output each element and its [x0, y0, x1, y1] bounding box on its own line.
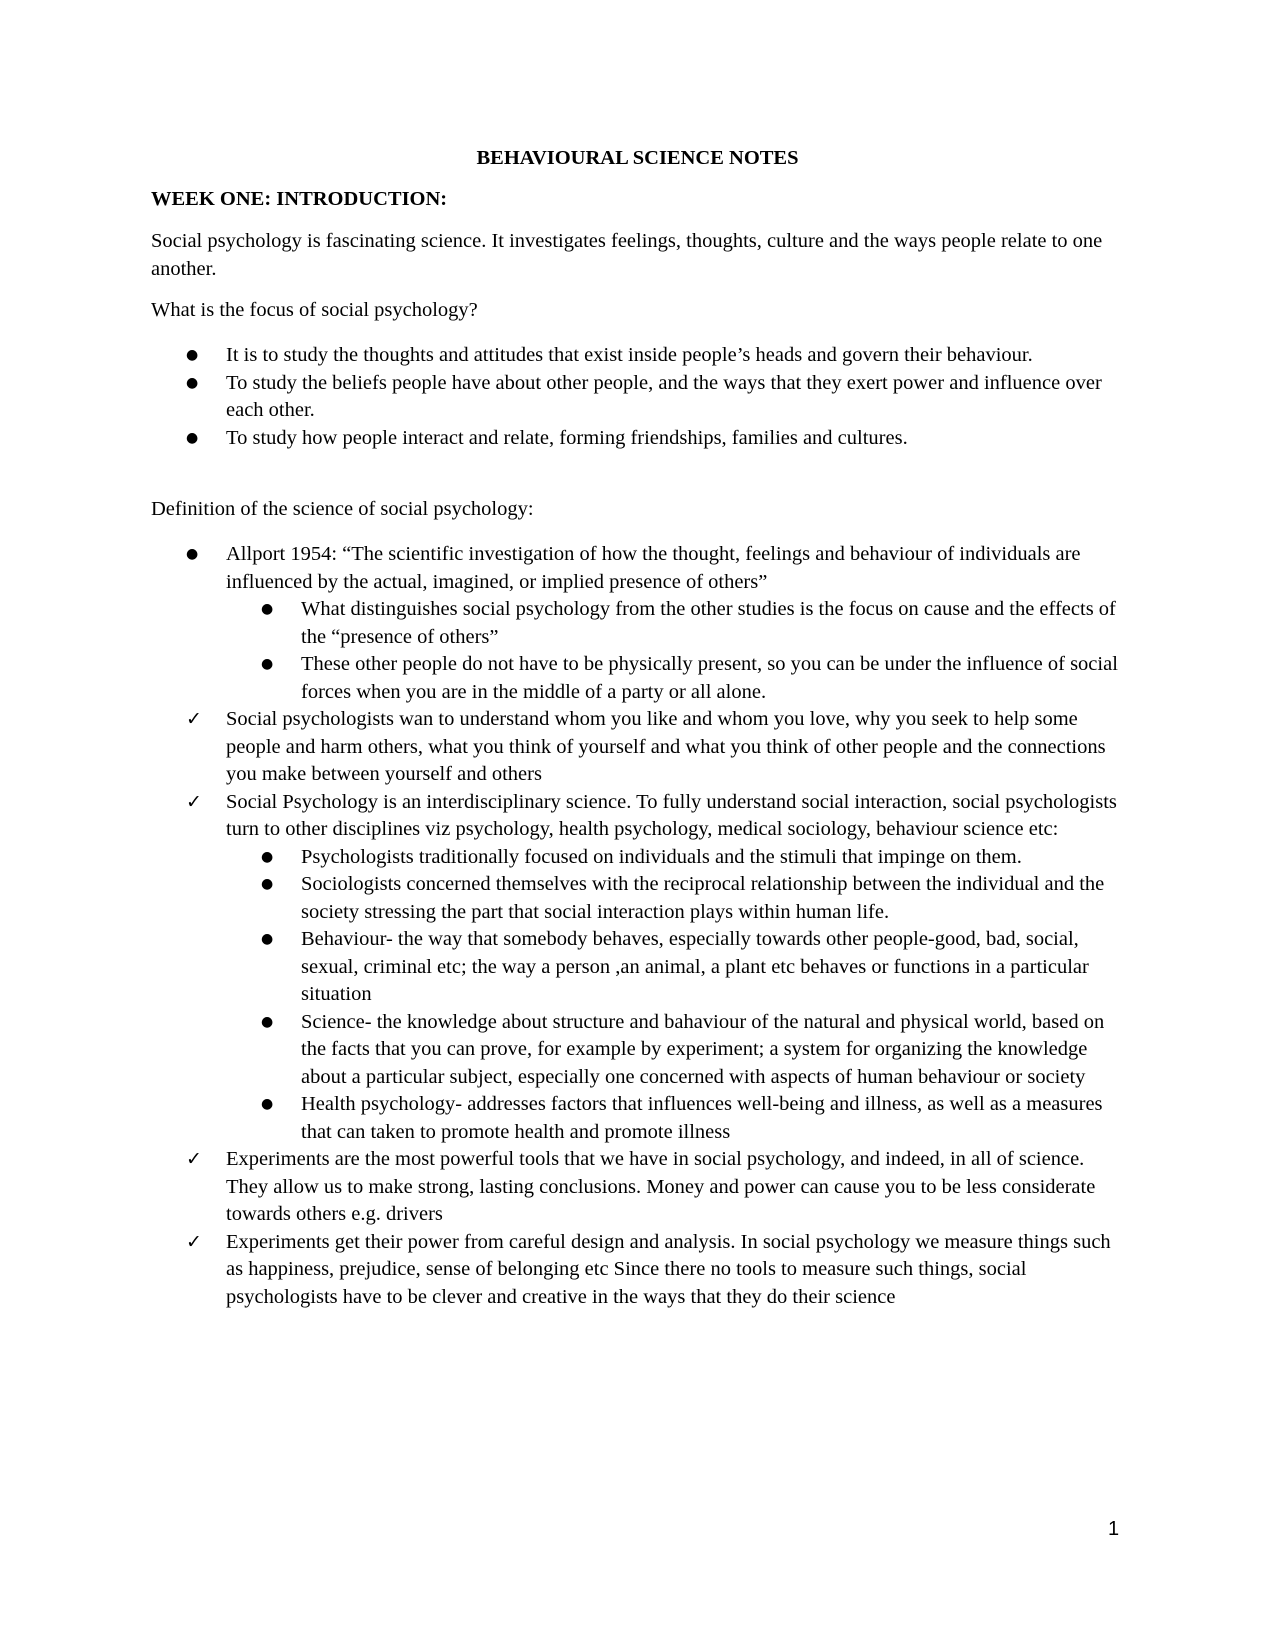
definition-subitem: [151, 871, 1131, 926]
definition-subitem: [151, 926, 1131, 1009]
bullet-icon: ●: [261, 876, 274, 892]
definition-item: [151, 789, 1131, 844]
document-title: BEHAVIOURAL SCIENCE NOTES: [476, 147, 799, 169]
checkmark-icon: ✓: [186, 790, 202, 813]
definition-subitem: [151, 596, 1131, 651]
focus-item: [151, 425, 1131, 453]
definition-item-text: Sociologists concerned themselves with the reciprocal relationship between the individual and the society stressing the part that social interaction plays within human life.: [301, 873, 1105, 923]
definition-item: [151, 706, 1131, 789]
definition-subitem: [151, 844, 1131, 872]
focus-list: [151, 342, 1131, 452]
bullet-icon: ●: [261, 1096, 274, 1112]
checkmark-icon: ✓: [186, 1230, 202, 1253]
bullet-icon: ●: [186, 374, 199, 391]
bullet-icon: ●: [186, 429, 199, 446]
definition-list: [151, 541, 1131, 1311]
checkmark-icon: ✓: [186, 708, 202, 730]
definition-subitem: [151, 1091, 1131, 1146]
definition-item-text: Social psychologists wan to understand whom you like and whom you love, why you seek to help some people and harm others, what you think of yourself and what you think of other people and the connections you make between yourself and others: [226, 708, 1106, 785]
definition-item-text: Experiments are the most powerful tools that we have in social psychology, and indeed, in all of science. They allow us to make strong, lasting conclusions. Money and power can cause you to be less considerate towards others e.g. drivers: [226, 1148, 1096, 1225]
bullet-icon: ●: [186, 347, 199, 363]
definition-item-text: Allport 1954: “The scientific investigation of how the thought, feelings and behaviour of individuals are influenced by the actual, imagined, or implied presence of others”: [226, 543, 1081, 593]
page-number: 1: [1108, 1518, 1120, 1540]
section-heading: WEEK ONE: INTRODUCTION:: [151, 188, 448, 210]
definition-label: Definition of the science of social psychology:: [151, 498, 534, 520]
focus-item: [151, 370, 1131, 425]
focus-item-text: To study how people interact and relate, forming friendships, families and cultures.: [226, 426, 908, 449]
definition-item-text: Experiments get their power from careful design and analysis. In social psychology we measure things such as happiness, prejudice, sense of belonging etc Since there no tools to measure such things, social psychologists have to be clever and creative in the ways that they do their science: [226, 1230, 1111, 1308]
definition-item-text: What distinguishes social psychology from the other studies is the focus on cause and the effects of the “presence of others”: [301, 598, 1116, 648]
definition-subitem: [151, 651, 1131, 706]
bullet-icon: ●: [261, 656, 274, 672]
bullet-icon: ●: [186, 546, 199, 562]
bullet-icon: ●: [261, 931, 274, 947]
definition-item: [151, 541, 1131, 596]
intro-paragraph: Social psychology is fascinating science. It investigates feelings, thoughts, culture and the ways people relate to one another.: [151, 230, 1103, 280]
focus-question: What is the focus of social psychology?: [151, 299, 478, 321]
definition-item-text: Science- the knowledge about structure and bahaviour of the natural and physical world, based on the facts that you can prove, for example by experiment; a system for organizing the knowledge about a particular subject, especially one concerned with aspects of human behaviour or society: [301, 1010, 1105, 1088]
definition-item-text: Health psychology- addresses factors that influences well-being and illness, as well as a measures that can taken to promote health and promote illness: [301, 1093, 1103, 1143]
definition-item-text: Psychologists traditionally focused on individuals and the stimuli that impinge on them.: [301, 845, 1022, 868]
bullet-icon: ●: [261, 1013, 274, 1030]
definition-subitem: [151, 1009, 1131, 1092]
focus-item-text: It is to study the thoughts and attitudes that exist inside people’s heads and govern their behaviour.: [226, 344, 1033, 366]
focus-item-text: To study the beliefs people have about other people, and the ways that they exert power and influence over each other.: [226, 371, 1102, 421]
definition-item-text: These other people do not have to be physically present, so you can be under the influence of social forces when you are in the middle of a party or all alone.: [301, 653, 1118, 703]
checkmark-icon: ✓: [186, 1148, 202, 1170]
definition-item: [151, 1229, 1131, 1312]
bullet-icon: ●: [261, 848, 274, 865]
definition-item-text: Behaviour- the way that somebody behaves, especially towards other people-good, bad, social, sexual, criminal etc; the way a person ,an animal, a plant etc behaves or functions in a particular situation: [301, 928, 1089, 1005]
bullet-icon: ●: [261, 601, 274, 617]
definition-item: [151, 1146, 1131, 1229]
definition-item-text: Social Psychology is an interdisciplinary science. To fully understand social interaction, social psychologists turn to other disciplines viz psychology, health psychology, medical sociology, behaviour science etc:: [226, 790, 1117, 840]
focus-item: [151, 342, 1131, 370]
